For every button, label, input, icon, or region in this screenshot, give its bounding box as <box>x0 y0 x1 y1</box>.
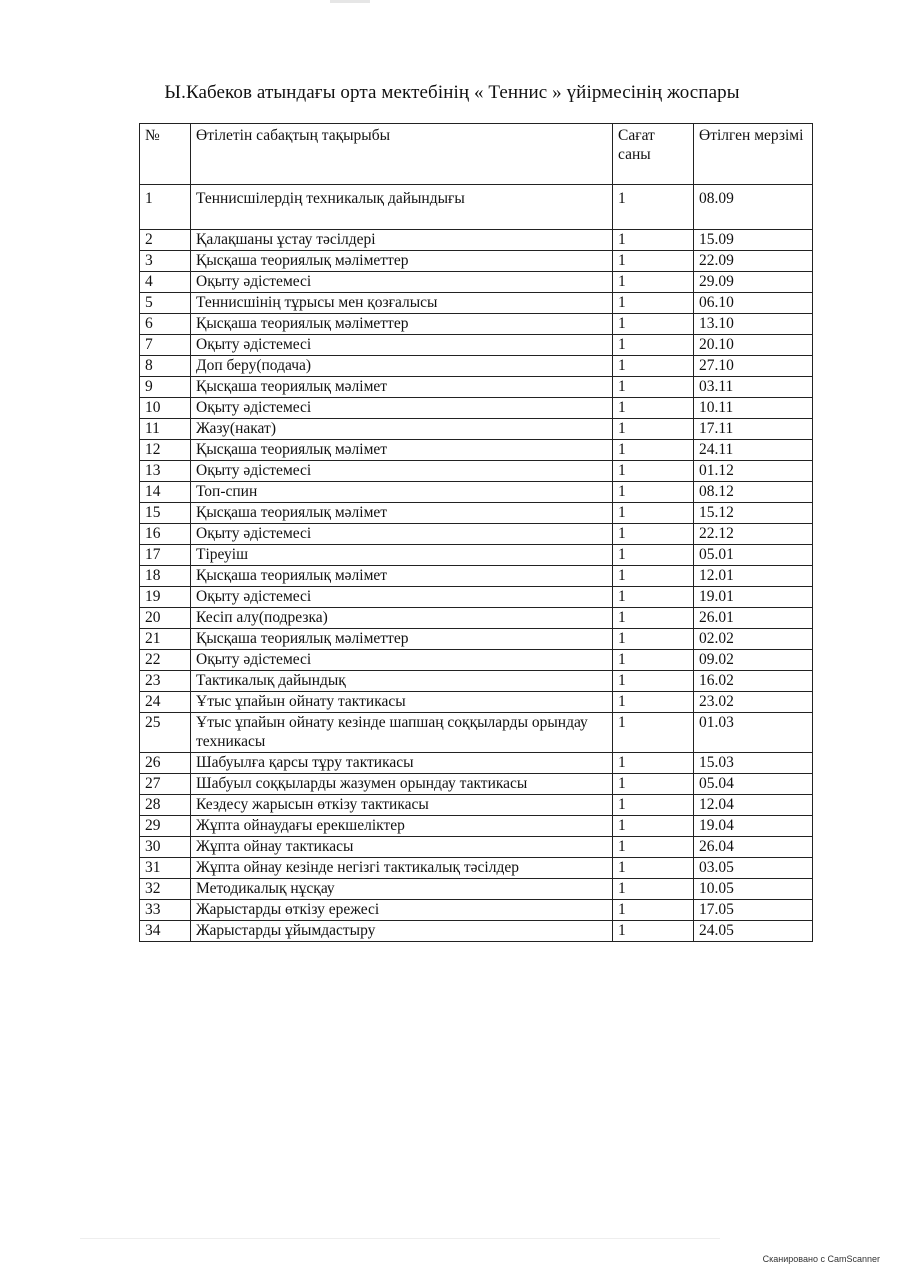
table-row <box>140 185 813 230</box>
row-date-cell: 27.10 <box>694 356 813 377</box>
row-date-cell: 08.12 <box>694 482 813 503</box>
table-row <box>140 587 813 608</box>
row-hours-cell: 1 <box>613 753 694 774</box>
row-topic-cell: Шабуыл соққыларды жазумен орындау тактикасы <box>191 774 613 795</box>
row-number-cell: 6 <box>140 314 191 335</box>
table-row <box>140 419 813 440</box>
row-hours-cell: 1 <box>613 293 694 314</box>
row-hours-cell: 1 <box>613 440 694 461</box>
row-date-cell: 05.01 <box>694 545 813 566</box>
row-date-cell: 12.04 <box>694 795 813 816</box>
row-date-cell: 19.04 <box>694 816 813 837</box>
row-topic-cell: Оқыту әдістемесі <box>191 650 613 671</box>
row-hours-cell: 1 <box>613 921 694 942</box>
row-date-cell: 17.05 <box>694 900 813 921</box>
row-number-cell: 29 <box>140 816 191 837</box>
row-hours-cell: 1 <box>613 837 694 858</box>
row-date-cell: 22.12 <box>694 524 813 545</box>
row-number-cell: 22 <box>140 650 191 671</box>
table-row <box>140 335 813 356</box>
row-hours-cell: 1 <box>613 629 694 650</box>
row-topic-cell: Қысқаша теориялық мәлімет <box>191 440 613 461</box>
row-number-cell: 18 <box>140 566 191 587</box>
row-hours-cell: 1 <box>613 377 694 398</box>
row-hours-cell: 1 <box>613 879 694 900</box>
row-date-cell: 02.02 <box>694 629 813 650</box>
row-topic-cell: Қысқаша теориялық мәліметтер <box>191 629 613 650</box>
row-topic-cell: Қалақшаны ұстау тәсілдері <box>191 230 613 251</box>
row-date-cell: 01.03 <box>694 713 813 753</box>
row-hours-cell: 1 <box>613 230 694 251</box>
document-title: Ы.Кабеков атындағы орта мектебінің « Теннис » үйірмесінің жоспары <box>164 82 740 103</box>
row-hours-cell: 1 <box>613 566 694 587</box>
row-number-cell: 21 <box>140 629 191 650</box>
row-hours-cell: 1 <box>613 713 694 753</box>
scanner-watermark: Сканировано с CamScanner <box>762 1254 880 1264</box>
row-topic-cell: Оқыту әдістемесі <box>191 587 613 608</box>
row-hours-cell: 1 <box>613 314 694 335</box>
row-number-cell: 14 <box>140 482 191 503</box>
row-number-cell: 26 <box>140 753 191 774</box>
row-topic-cell: Ұтыс ұпайын ойнату кезінде шапшаң соққыларды орындау техникасы <box>191 713 613 753</box>
scan-edge-mark <box>330 0 370 3</box>
row-number-cell: 1 <box>140 185 191 230</box>
row-topic-cell: Теннисшілердің техникалық дайындығы <box>191 185 613 230</box>
row-date-cell: 09.02 <box>694 650 813 671</box>
row-date-cell: 22.09 <box>694 251 813 272</box>
row-topic-cell: Жазу(накат) <box>191 419 613 440</box>
row-hours-cell: 1 <box>613 795 694 816</box>
row-topic-cell: Қысқаша теориялық мәлімет <box>191 503 613 524</box>
row-topic-cell: Жарыстарды өткізу ережесі <box>191 900 613 921</box>
row-hours-cell: 1 <box>613 774 694 795</box>
row-topic-cell: Қысқаша теориялық мәліметтер <box>191 314 613 335</box>
row-number-cell: 2 <box>140 230 191 251</box>
row-number-cell: 16 <box>140 524 191 545</box>
row-date-cell: 10.05 <box>694 879 813 900</box>
row-hours-cell: 1 <box>613 816 694 837</box>
table-row <box>140 629 813 650</box>
table-header-row <box>140 124 813 185</box>
row-topic-cell: Кездесу жарысын өткізу тактикасы <box>191 795 613 816</box>
table-row <box>140 692 813 713</box>
row-topic-cell: Қысқаша теориялық мәліметтер <box>191 251 613 272</box>
row-date-cell: 12.01 <box>694 566 813 587</box>
row-number-cell: 25 <box>140 713 191 753</box>
row-hours-cell: 1 <box>613 524 694 545</box>
lesson-plan-table <box>139 123 813 942</box>
row-topic-cell: Оқыту әдістемесі <box>191 461 613 482</box>
row-number-cell: 12 <box>140 440 191 461</box>
table-body <box>140 185 813 942</box>
table-row <box>140 671 813 692</box>
table-row <box>140 713 813 753</box>
row-hours-cell: 1 <box>613 251 694 272</box>
row-number-cell: 10 <box>140 398 191 419</box>
row-number-cell: 28 <box>140 795 191 816</box>
row-number-cell: 30 <box>140 837 191 858</box>
table-row <box>140 753 813 774</box>
header-hours: Сағат саны <box>613 124 694 185</box>
table-row <box>140 461 813 482</box>
row-date-cell: 10.11 <box>694 398 813 419</box>
row-number-cell: 3 <box>140 251 191 272</box>
row-number-cell: 20 <box>140 608 191 629</box>
row-number-cell: 11 <box>140 419 191 440</box>
table-row <box>140 272 813 293</box>
table-row <box>140 774 813 795</box>
row-hours-cell: 1 <box>613 587 694 608</box>
header-date: Өтілген мерзімі <box>694 124 813 185</box>
row-hours-cell: 1 <box>613 858 694 879</box>
table-row <box>140 293 813 314</box>
row-hours-cell: 1 <box>613 356 694 377</box>
row-number-cell: 23 <box>140 671 191 692</box>
table-row <box>140 650 813 671</box>
row-hours-cell: 1 <box>613 398 694 419</box>
header-number: № <box>140 124 191 185</box>
row-topic-cell: Қысқаша теориялық мәлімет <box>191 377 613 398</box>
scan-artifact-line <box>80 1238 720 1239</box>
row-date-cell: 20.10 <box>694 335 813 356</box>
row-topic-cell: Жұпта ойнау тактикасы <box>191 837 613 858</box>
row-number-cell: 32 <box>140 879 191 900</box>
row-hours-cell: 1 <box>613 650 694 671</box>
row-number-cell: 7 <box>140 335 191 356</box>
table-row <box>140 837 813 858</box>
row-hours-cell: 1 <box>613 671 694 692</box>
header-topic: Өтілетін сабақтың тақырыбы <box>191 124 613 185</box>
row-date-cell: 26.04 <box>694 837 813 858</box>
row-date-cell: 08.09 <box>694 185 813 230</box>
row-hours-cell: 1 <box>613 185 694 230</box>
row-topic-cell: Оқыту әдістемесі <box>191 524 613 545</box>
row-number-cell: 13 <box>140 461 191 482</box>
table-row <box>140 377 813 398</box>
row-number-cell: 33 <box>140 900 191 921</box>
row-number-cell: 34 <box>140 921 191 942</box>
row-date-cell: 15.03 <box>694 753 813 774</box>
table-row <box>140 356 813 377</box>
row-topic-cell: Жұпта ойнаудағы ерекшеліктер <box>191 816 613 837</box>
row-topic-cell: Ұтыс ұпайын ойнату тактикасы <box>191 692 613 713</box>
row-date-cell: 19.01 <box>694 587 813 608</box>
row-number-cell: 31 <box>140 858 191 879</box>
row-date-cell: 16.02 <box>694 671 813 692</box>
table-row <box>140 858 813 879</box>
row-date-cell: 13.10 <box>694 314 813 335</box>
row-number-cell: 19 <box>140 587 191 608</box>
table-row <box>140 879 813 900</box>
row-topic-cell: Доп беру(подача) <box>191 356 613 377</box>
row-hours-cell: 1 <box>613 419 694 440</box>
row-topic-cell: Қысқаша теориялық мәлімет <box>191 566 613 587</box>
table-row <box>140 921 813 942</box>
row-topic-cell: Жарыстарды ұйымдастыру <box>191 921 613 942</box>
row-date-cell: 17.11 <box>694 419 813 440</box>
row-topic-cell: Теннисшінің тұрысы мен қозғалысы <box>191 293 613 314</box>
row-date-cell: 15.09 <box>694 230 813 251</box>
row-date-cell: 06.10 <box>694 293 813 314</box>
table-row <box>140 314 813 335</box>
table-row <box>140 545 813 566</box>
row-topic-cell: Кесіп алу(подрезка) <box>191 608 613 629</box>
row-hours-cell: 1 <box>613 461 694 482</box>
row-hours-cell: 1 <box>613 335 694 356</box>
row-number-cell: 15 <box>140 503 191 524</box>
row-date-cell: 29.09 <box>694 272 813 293</box>
row-date-cell: 01.12 <box>694 461 813 482</box>
table-row <box>140 251 813 272</box>
row-date-cell: 24.11 <box>694 440 813 461</box>
table-row <box>140 900 813 921</box>
row-number-cell: 17 <box>140 545 191 566</box>
row-hours-cell: 1 <box>613 692 694 713</box>
row-topic-cell: Тіреуіш <box>191 545 613 566</box>
table-row <box>140 795 813 816</box>
table-row <box>140 230 813 251</box>
row-date-cell: 24.05 <box>694 921 813 942</box>
table-row <box>140 816 813 837</box>
table-row <box>140 398 813 419</box>
row-date-cell: 23.02 <box>694 692 813 713</box>
table-row <box>140 566 813 587</box>
table-row <box>140 503 813 524</box>
row-topic-cell: Методикалық нұсқау <box>191 879 613 900</box>
row-hours-cell: 1 <box>613 503 694 524</box>
row-number-cell: 9 <box>140 377 191 398</box>
row-number-cell: 4 <box>140 272 191 293</box>
row-hours-cell: 1 <box>613 900 694 921</box>
row-date-cell: 03.11 <box>694 377 813 398</box>
row-topic-cell: Шабуылға қарсы тұру тактикасы <box>191 753 613 774</box>
row-topic-cell: Оқыту әдістемесі <box>191 335 613 356</box>
row-date-cell: 03.05 <box>694 858 813 879</box>
row-hours-cell: 1 <box>613 545 694 566</box>
row-topic-cell: Жұпта ойнау кезінде негізгі тактикалық тәсілдер <box>191 858 613 879</box>
row-number-cell: 5 <box>140 293 191 314</box>
row-hours-cell: 1 <box>613 482 694 503</box>
row-hours-cell: 1 <box>613 608 694 629</box>
table-row <box>140 608 813 629</box>
row-number-cell: 24 <box>140 692 191 713</box>
row-topic-cell: Оқыту әдістемесі <box>191 272 613 293</box>
table-row <box>140 440 813 461</box>
row-number-cell: 8 <box>140 356 191 377</box>
row-date-cell: 15.12 <box>694 503 813 524</box>
table-row <box>140 524 813 545</box>
row-topic-cell: Оқыту әдістемесі <box>191 398 613 419</box>
row-number-cell: 27 <box>140 774 191 795</box>
row-topic-cell: Тактикалық дайындық <box>191 671 613 692</box>
row-date-cell: 05.04 <box>694 774 813 795</box>
row-hours-cell: 1 <box>613 272 694 293</box>
row-date-cell: 26.01 <box>694 608 813 629</box>
table-row <box>140 482 813 503</box>
row-topic-cell: Топ-спин <box>191 482 613 503</box>
